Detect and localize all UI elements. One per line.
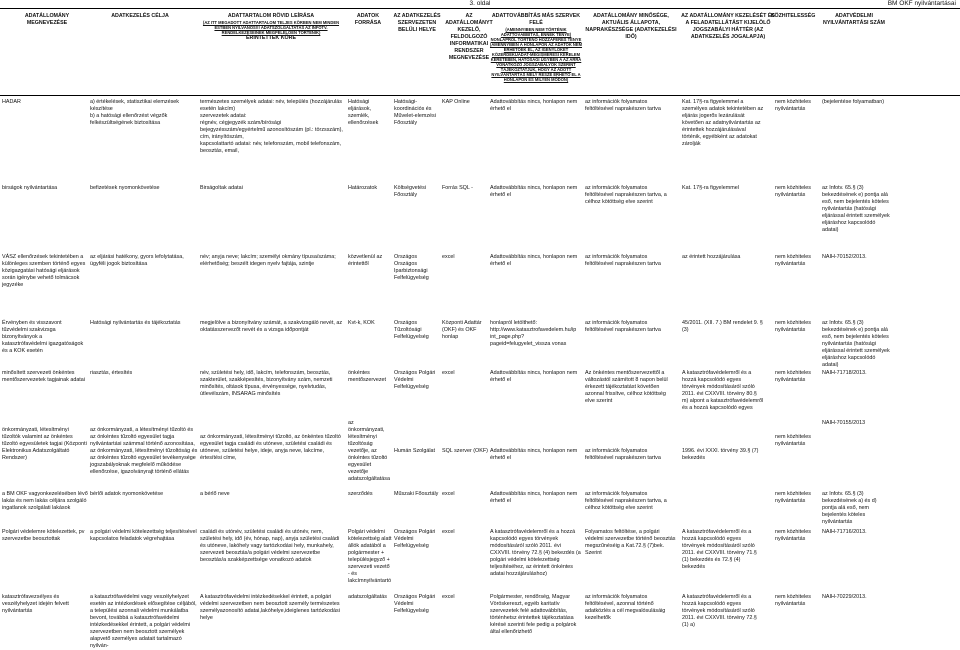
cell-public-authenticity: nem közhiteles nyilvántartás bbox=[775, 594, 811, 607]
cell-dataset-name: Polgári védelemre kötelezettek, pv szervezetbe beosztottak bbox=[2, 529, 85, 542]
cell-content: természetes személyek adatai: név, település (hozzájárulás esetén lakcím) szervezetek adatai: régnév, cégjegyzék szám/bírósági bejegyzésszám/egyértelmű azonosítószám (pl.: törzsszám), cím, irányítószám, kapcsolattartó adatai: név, telefonszám, mobil telefonszám, beosztás, email, bbox=[200, 99, 343, 154]
cell-quality: az információk folyamatos feltöltésével naprakészen tartva, a célhoz kötöttség elve szerint bbox=[585, 491, 667, 511]
cell-source: Határozatok bbox=[348, 185, 378, 191]
cell-internal-location: Országos Polgári Védelmi Felfelügyelség bbox=[394, 594, 436, 614]
cell-internal-location: Országos Polgári Védelmi Felfelügyelség bbox=[394, 529, 436, 549]
cell-public-authenticity: nem közhiteles nyilvántartás bbox=[775, 254, 811, 267]
cell-purpose: Hatósági nyilvántartás és tájékoztatás bbox=[90, 320, 181, 326]
cell-purpose: riasztás, értesítés bbox=[90, 370, 133, 376]
cell-dataset-name: VÁSZ ellenőrzések tekintetében a különleges szemben történő egyes közigazgatási hatósági eljárások során igénybe vehető tolmácsok jegyzéke bbox=[2, 254, 86, 288]
cell-transfer: Polgármester, rendőrség, Magyar Vöröskereszt, egyéb karitatív szervezetek felé adattovábbítás, történhetsz érintettek tájékoztatása kérésé szerinti fele pedig a polgárok által ellenőrizhető bbox=[490, 594, 577, 635]
cell-public-authenticity: nem közhiteles nyilvántartás bbox=[775, 99, 811, 112]
cell-public-authenticity: nem közhiteles nyilvántartás bbox=[775, 491, 811, 504]
document-title: BM OKF nyilvántartásai bbox=[887, 0, 956, 7]
cell-it-system: excel bbox=[442, 370, 455, 376]
cell-purpose: a katasztrófavédelmi vagy veszélyhelyzet esetén az intézkedések elősegítése céljából, a települési azonnali védelmi munkálatba bevont, továbbá a katasztrófavédelmi intézkedésekkel érintett, a polgári védelmi szervezetben nem beosztott személyek alapvető személyes adatait tartalmazó nyilván- bbox=[90, 594, 197, 649]
cell-dataset-name: minősített szervezeti önkéntes mentőszervezetek tagjainak adatai bbox=[2, 370, 86, 383]
cell-internal-location: Országos Országos Iparbiztonsági Felfelügyelség bbox=[394, 254, 429, 281]
cell-registration-number: (bejelentése folyamatban) bbox=[822, 99, 885, 105]
cell-content: név, születési hely, idő, lakcím, telefonszám, beosztás, szakterület, szakképesítés, bizonyítvány szám, nemzeti minősítés, oltások típusa, érvényessége, nyelvtudás, útlevélszám, INSARAG minősítés bbox=[200, 370, 333, 397]
cell-internal-location: Országos Polgári Védelmi Felfelügyelség bbox=[394, 370, 436, 390]
cell-transfer: Adattovábbítás nincs, honlapon nem érhető el bbox=[490, 448, 578, 461]
cell-it-system: Forrás SQL - bbox=[442, 185, 473, 191]
header-it-system: AZ ADATÁLLOMÁNYT KEZELŐ, FELDOLGOZÓ INFORMATIKAI RENDSZER MEGNEVEZÉSE bbox=[445, 13, 493, 61]
cell-source: önkéntes mentőszervezet bbox=[348, 370, 387, 383]
cell-dataset-name: katasztrófavezsélyes és veszélyhelyzet idején felvett nyilvántartás bbox=[2, 594, 69, 614]
cell-transfer: Adattovábbítás nincs, honlapon nem érhető el bbox=[490, 185, 578, 198]
cell-internal-location: Humán Szolgálat bbox=[394, 448, 436, 454]
cell-content: A katasztrófavédelmi intézkedésekkel érintett, a polgári védelmi szervezetben nem beosztott személy természetes személyazonosító adatai,lakóhelye,ideiglenes tartózkodási helye bbox=[200, 594, 340, 621]
cell-internal-location: Műszaki Főosztály bbox=[394, 491, 439, 497]
header-legal-basis: AZ ADATÁLLOMÁNY KEZELÉSÉT ÉS A FELADATELLÁTÁST KIJELÖLŐ JOGSZABÁLYI HÁTTÉR (AZ ADATKEZELÉS JOGALAPJA) bbox=[681, 13, 775, 40]
cell-transfer: Adattovábbítás nincs, honlapon nem érhető el bbox=[490, 370, 578, 383]
cell-legal-basis: Kat. 17§-ra figyelemmel a személyes adatok tekintetében az eljárás jogerős lezárulását követően az adatnyilvántartás az érintettek hozzájárulásával történik, egyébként az adatokat zárolják bbox=[682, 99, 764, 147]
cell-quality: az információk folyamatos feltöltésével naprakészen tartva bbox=[585, 320, 661, 333]
page-number: 3. oldal bbox=[469, 0, 491, 7]
cell-transfer: Adattovábbítás nincs, honlapon nem érhető el bbox=[490, 491, 578, 504]
cell-source: Hatósági eljárások, szemlék, ellenőrzések bbox=[348, 99, 379, 126]
cell-purpose: a polgári védelmi kötelezettség teljesítésével kapcsolatos feladatok végrehajtása bbox=[90, 529, 197, 542]
cell-it-system: excel bbox=[442, 491, 455, 497]
cell-internal-location: Költségvetési Főosztály bbox=[394, 185, 427, 198]
cell-registration-number: NAIH-70229/2013. bbox=[822, 594, 867, 600]
header-public-authenticity: KÖZHITELESSÉG bbox=[770, 13, 816, 19]
cell-quality: Az önkéntes mentőszervezettől a változástól számított 8 napon belül érkezett tájékoztatást követően azonnal frissítve, célhoz kötöttség elve szerint bbox=[585, 370, 668, 404]
header-transfer-note: (AMENNYIBEN NEM TÖRTÉNIK ADATTOVÁBBÍTÁS, ENNEK TÉNYE) NONLAPRÓL TÖRTÉNŐ HOZZÁFÉRÉS TÉNYE (AMENNYIBEN A HONLAPON AZ ADATOK NEM ÉRHETŐEK EL, AZ IGÉNYLŐKET KÖZÉRDEKŰADAT-MEGISMERÉSI KÉRELEM KERETÉBEN, HATÓSÁGI ÚGYBEN A AZ ARRA VONATKOZÓ JOGSZABÁLYOK SZERINT TÁJÉKOZTATJUK, HOGY AZ ADOTT NYILVÁNTARTÁS MELY RÉSZE ÉRHETŐ EL A HONLAPON ÉS MILYEN MÓDON) bbox=[489, 27, 583, 82]
cell-purpose: az önkormányzati, a létesítményi tűzoltó és az önkéntes tűzoltó egyesület tagja nyilvántartási számmal történő azonosítása, az önkormányzati, létesítményi tűzoltóság és az önkéntes tűzoltó egyesület tevékenysége jogszabályoknak megfelelő működése ellenőrzése, igazolványrajt történő ellátás bbox=[90, 427, 198, 475]
header-top-rule bbox=[0, 8, 960, 9]
cell-public-authenticity: nem közhiteles nyilvántartás bbox=[775, 320, 811, 333]
cell-quality: az információk folyamatos feltöltésével naprakészen tartva, a célhoz kötöttség elve szerint bbox=[585, 185, 667, 205]
cell-content: a bérlő neve bbox=[200, 491, 230, 497]
header-affected-persons: ÉRINTETTEK KÖRE bbox=[245, 35, 297, 41]
header-internal-location: AZ ADATKEZELÉS SZERVEZETEN BELÜLI HELYE bbox=[393, 13, 441, 33]
cell-dataset-name: önkormányzati, létesítményi tűzoltók valamint az önkéntes tűzoltó egyesületek tagjai (Központi Elektronikus Adatszolgáltató Rendszer) bbox=[2, 427, 87, 461]
cell-registration-number: NAIH-71716/2013. bbox=[822, 529, 867, 535]
header-content-title: ADATTARTALOM RÖVID LEÍRÁSA bbox=[227, 13, 315, 19]
cell-purpose: a) értékelések, statisztikai elemzések készítése b) a hatósági ellenőrzést végzők felkészültségének biztosítása bbox=[90, 99, 179, 126]
cell-source: Kvt-k, KOK bbox=[348, 320, 375, 326]
cell-it-system: excel bbox=[442, 594, 455, 600]
cell-quality: az információk folyamatos feltöltésével naprakészen tartva bbox=[585, 254, 661, 267]
cell-transfer: honlapról letölthető: http://www.katasztrofavedelem.hu/ip int_page.php?pageid=felugyelet_vissza vonas bbox=[490, 320, 577, 347]
cell-legal-basis: 1996. évi XXXI. törvény 39.§ (7) bekezdés bbox=[682, 448, 759, 461]
cell-content: megjelölve a bizonyítvány számát, a szakvizsgáló nevét, az oktatásszervezőt nevét és a vizsga időpontját bbox=[200, 320, 343, 333]
cell-source: szerződés bbox=[348, 491, 373, 497]
header-content-note: (AZ ITT MEGADOTT ADATTARTALOM TELJES KÖRBEN NEM MINDEN ESTBEN NYILVÁNOS!!! ADATSZOLGÁLTATÁS AZ INFOTV. RENDELKEZÉSEINEK MEGFELELŐEN TÖRTÉNIK) bbox=[202, 20, 340, 35]
cell-it-system: Központi Adattár (OKF) és OKF honlap bbox=[442, 320, 482, 340]
cell-source: az önkormányzati, létesítményi tűzoltóság vezetője, az önkéntes tűzoltó egyesület vezetője adatszolgáltatása bbox=[348, 420, 390, 482]
cell-dataset-name: birságok nyilvántartása bbox=[2, 185, 58, 191]
cell-registration-number: NAIH-71718/2013. bbox=[822, 370, 867, 376]
cell-registration-number: NAIH-70155/2013 bbox=[822, 420, 866, 426]
cell-purpose: bérlői adatok nyomonkövetése bbox=[90, 491, 164, 497]
cell-legal-basis: A katasztrófavédelemről és a hozzá kapcsolódó egyes törvények módosításáról szóló 2011. évi CXXVIII. törvény 72.§ (1) a) bbox=[682, 594, 757, 628]
cell-registration-number: NAIH-70152/2013. bbox=[822, 254, 867, 260]
cell-legal-basis bbox=[682, 491, 764, 505]
cell-source: adatszolgáltatás bbox=[348, 594, 387, 600]
cell-it-system: excel bbox=[442, 254, 455, 260]
cell-internal-location: Országos Tűzoltósági Felfelügyelség bbox=[394, 320, 429, 340]
cell-quality: az információk folyamatos feltöltésével, azonnal történő adatközlés a cél megvalósulásáig kezelhetők bbox=[585, 594, 666, 621]
cell-source: közvetlenül az érintettől bbox=[348, 254, 383, 267]
cell-dataset-name: a BM OKF vagyonkezelésében lévő lakás és nem lakás céljára szolgáló ingatlanok szolgálati lakások bbox=[2, 491, 88, 511]
cell-public-authenticity: nem közhiteles nyilvántartás bbox=[775, 185, 811, 198]
cell-content: az önkormányzati, létesítményi tűzoltó, az önkéntes tűzoltó egyesület tagja családi és utóneve, születési családi és utóneve, születési helye, ideje, anyja neve, lakcíme, értesítési címe, bbox=[200, 434, 341, 461]
cell-registration-number: az Infotv. 65.§ (3) bekezdésének e) pontja alá eső, nem bejelentés köteles nyilvántartás (hatósági eljárással érintett személyek eljáráshoz kapcsolódó adatai) bbox=[822, 320, 890, 368]
cell-registration-number: az Infotv. 65.§ (3) bekezdésének e) pontja alá eső, nem bejelentés köteles nyilvántartás (hatósági eljárással érintett személyek eljáráshoz kapcsolódó adatai) bbox=[822, 185, 890, 233]
cell-legal-basis: az érintett hozzájárulása bbox=[682, 254, 741, 260]
cell-legal-basis: Kat. 17§-ra figyelemmel bbox=[682, 185, 739, 191]
cell-quality: az információk folyamatos feltöltésével naprakészen tartva bbox=[585, 448, 661, 461]
cell-content: Birságoltak adatai bbox=[200, 185, 243, 191]
cell-purpose: befizetések nyomonkövetése bbox=[90, 185, 160, 191]
cell-legal-basis: 45/2011. (XII. 7.) BM rendelet 9. § (3) bbox=[682, 320, 763, 333]
cell-it-system: KAP Online bbox=[442, 99, 470, 105]
header-content bbox=[196, 13, 346, 42]
cell-legal-basis: A katasztrófavédelemről és a hozzá kapcsolódó egyes törvények módosításáról szóló 2011. évi CXXVIII. törvény 71.§ (1) bekezdés és 72.§ (4) bekezdés bbox=[682, 529, 757, 570]
cell-quality: az információk folyamatos feltöltésével naprakészen tartva bbox=[585, 99, 661, 112]
cell-purpose: az eljárási hatékony, gyors lefolytatása, ügyféli jogok biztosítása bbox=[90, 254, 184, 267]
cell-dataset-name: HADAR bbox=[2, 99, 21, 105]
cell-registration-number: az Infotv. 65.§ (3) bekezdésének a) és d) pontja alá eső, nem bejelentés köteles nyilvántartás bbox=[822, 491, 877, 525]
cell-content: név; anyja neve; lakcím; személyi okmány típusa/száma; elérhetőség; beszélt idegen nyelv fajtája, szintje bbox=[200, 254, 336, 267]
header-transfer-title: ADATTOVÁBBÍTÁS MÁS SZERVEK FELÉ bbox=[491, 13, 581, 26]
cell-public-authenticity: nem közhiteles nyilvántartás bbox=[775, 434, 811, 447]
cell-public-authenticity: nem közhiteles nyilvántartás bbox=[775, 529, 811, 542]
cell-source: Polgári védelmi kötelezettség alatt állók adatából a polgármester + településjegyző + szervezeti vezető - és lakcímnyilvántartó bbox=[348, 529, 392, 584]
cell-it-system: excel bbox=[442, 529, 455, 535]
cell-it-system: SQL szerver (OKF) bbox=[442, 448, 488, 454]
cell-content: családi és utónév, születési családi és utónév, nem, születési hely, idő (év, hónap, nap), anyja születési családi és utóneve, lakóhely vagy tartózkodási hely, munkahely, szervezeti beosztás/a polgári védelmi szervezetbe beosztás/a szakképzettsége vonatkozó adatok bbox=[200, 529, 340, 563]
header-source: ADATOK FORRÁSA bbox=[354, 13, 382, 26]
cell-public-authenticity: nem közhiteles nyilvántartás bbox=[775, 370, 811, 383]
cell-quality: Folyamatos feltöltése, a polgári védelmi szervezetbe történő beosztás megszűnéséig a Kat.72.§ (7)bek. Szerint bbox=[585, 529, 676, 556]
header-registration-number: ADATVÉDELMI NYILVÁNTARTÁSI SZÁM bbox=[823, 13, 885, 26]
cell-dataset-name: Érvényben és visszavont tűzvédelmi szakvizsga bizonyítványok a katasztrófavédelmi igazgatóságok és a KOK esetén bbox=[2, 320, 84, 354]
cell-transfer: Adattovábbítás nincs, honlapon nem érhető el bbox=[490, 254, 578, 267]
cell-legal-basis: A katasztrófavédelemről és a hozzá kapcsolódó egyes törvények módosításáról szóló 2011. évi CXXVIII. törvény 80.§ m) alpont a katasztrófavédelemről és a hozzá kapcsolódó egyes bbox=[682, 370, 764, 411]
cell-transfer: Adattovábbítás nincs, honlapon nem érhető el bbox=[490, 99, 578, 112]
header-quality: ADATÁLLOMÁNY MINŐSÉGE, AKTUÁLIS ÁLLAPOTA, NAPRAKÉSZSÉGE (ADATKEZELÉSI IDŐ) bbox=[585, 13, 677, 40]
cell-transfer: A katasztrófavédelemről és a hozzá kapcsolódó egyes törvények módosításáról szóló 2011. évi CXXVIII. törvény 72.§ (4) bekezdés (a polgári védelmi kötelezettség teljesítéséhez, az érintett önkéntes adatai hozzájáruláshoz) bbox=[490, 529, 581, 577]
header-dataset-name: ADATÁLLOMÁNY MEGNEVEZÉSE bbox=[24, 13, 70, 26]
header-bottom-rule bbox=[0, 95, 960, 96]
cell-internal-location: Hatósági-koordinációs és Művelet-elemzési Főosztály bbox=[394, 99, 436, 126]
header-transfer bbox=[488, 13, 584, 93]
header-purpose: ADATKEZELÉS CÉLJA bbox=[111, 13, 169, 19]
